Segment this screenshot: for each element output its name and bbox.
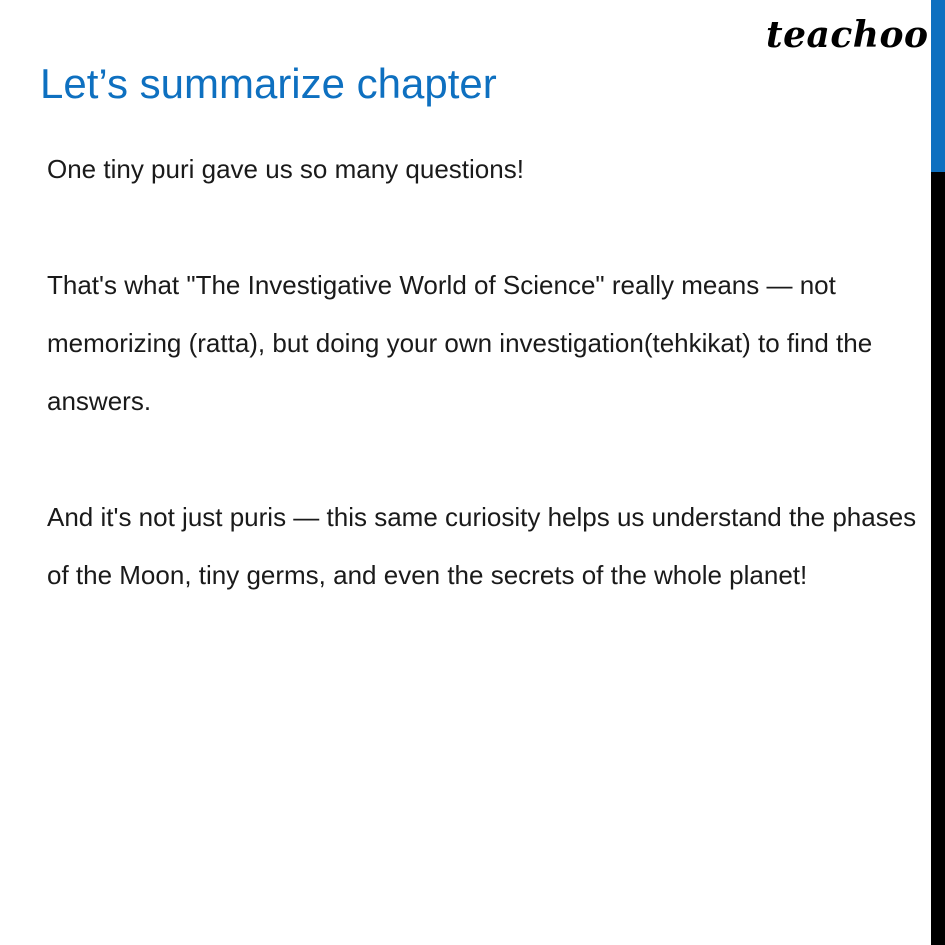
paragraph-1: One tiny puri gave us so many questions!: [47, 154, 524, 184]
summary-body: [47, 140, 917, 662]
slide-title: Let’s summarize chapter: [40, 60, 497, 107]
teachoo-logo: teachoo: [766, 14, 929, 56]
paragraph-2: That's what "The Investigative World of Science" really means — not memorizing (ratta), but doing your own investigation(tehkikat) to find the answers.: [47, 270, 873, 416]
right-edge-accent: [931, 0, 945, 172]
paragraph-3: And it's not just puris — this same curiosity helps us understand the phases of the Moon, tiny germs, and even the secrets of the whole planet!: [47, 502, 917, 590]
